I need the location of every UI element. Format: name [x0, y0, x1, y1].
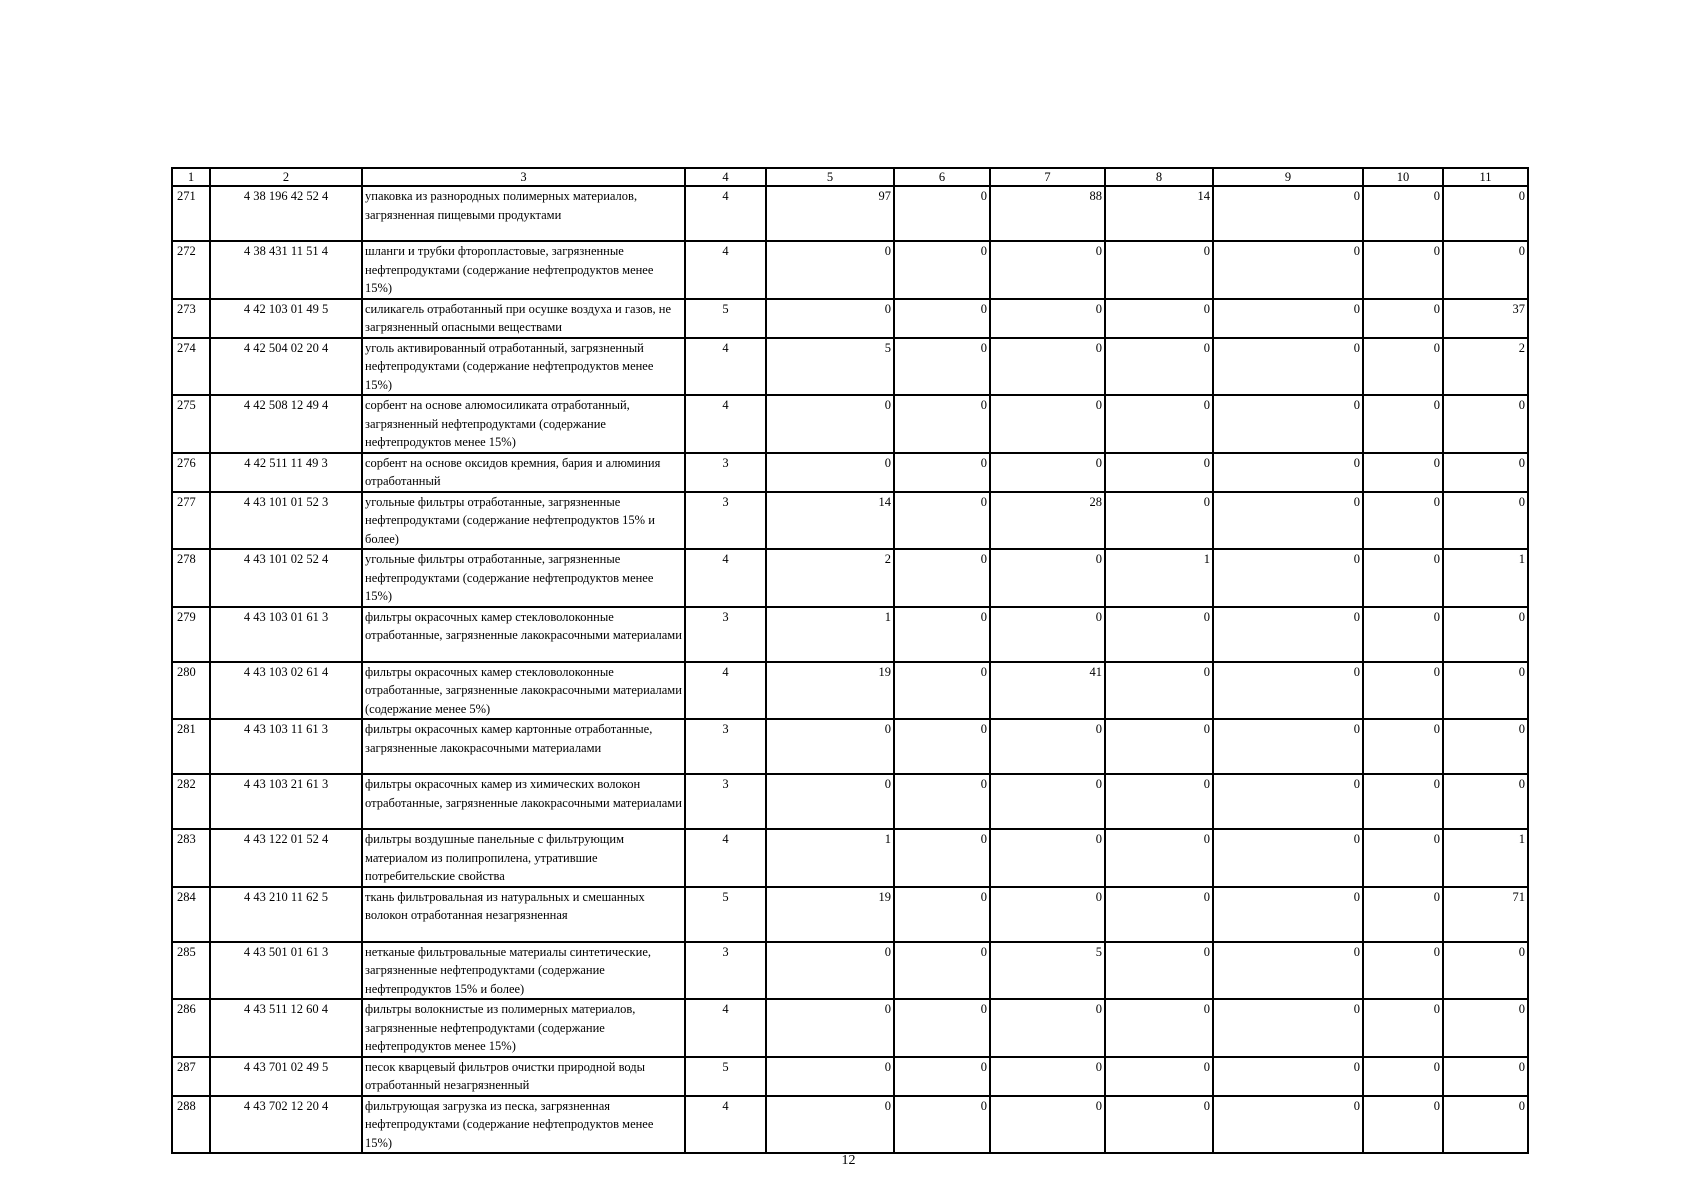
cell-col-11: 37 [1443, 299, 1528, 338]
waste-table [171, 167, 1529, 1154]
cell-waste-name: уголь активированный отработанный, загрязненный нефтепродуктами (содержание нефтепродуктов менее 15%) [362, 338, 685, 396]
cell-col-9: 0 [1213, 774, 1363, 829]
cell-col-5: 19 [766, 887, 894, 942]
cell-col-9: 0 [1213, 942, 1363, 1000]
cell-col-7: 0 [990, 241, 1105, 299]
cell-col-10: 0 [1363, 999, 1443, 1057]
cell-col-10: 0 [1363, 774, 1443, 829]
cell-col-6: 0 [894, 829, 990, 887]
page-number: 12 [841, 1153, 856, 1168]
column-header-3: 3 [362, 168, 685, 186]
cell-col-7: 5 [990, 942, 1105, 1000]
cell-col-11: 0 [1443, 662, 1528, 720]
cell-col-9: 0 [1213, 829, 1363, 887]
cell-col-10: 0 [1363, 186, 1443, 241]
cell-col-11: 0 [1443, 999, 1528, 1057]
cell-col-9: 0 [1213, 607, 1363, 662]
cell-col-7: 88 [990, 186, 1105, 241]
cell-waste-code: 4 42 508 12 49 4 [210, 395, 362, 453]
cell-row-number: 276 [172, 453, 210, 492]
column-header-8: 8 [1105, 168, 1213, 186]
cell-col-6: 0 [894, 492, 990, 550]
cell-col-9: 0 [1213, 395, 1363, 453]
cell-col-9: 0 [1213, 887, 1363, 942]
cell-col-7: 0 [990, 453, 1105, 492]
cell-col-6: 0 [894, 1096, 990, 1154]
cell-row-number: 286 [172, 999, 210, 1057]
cell-col-6: 0 [894, 395, 990, 453]
cell-waste-code: 4 43 122 01 52 4 [210, 829, 362, 887]
cell-col-7: 28 [990, 492, 1105, 550]
cell-row-number: 278 [172, 549, 210, 607]
table-row [172, 186, 1528, 241]
cell-col-10: 0 [1363, 1096, 1443, 1154]
cell-hazard-class: 3 [685, 492, 766, 550]
cell-col-11: 0 [1443, 719, 1528, 774]
cell-col-5: 0 [766, 1096, 894, 1154]
cell-waste-name: песок кварцевый фильтров очистки природной воды отработанный незагрязненный [362, 1057, 685, 1096]
cell-hazard-class: 5 [685, 1057, 766, 1096]
table-row [172, 662, 1528, 720]
cell-col-11: 0 [1443, 186, 1528, 241]
cell-waste-name: сорбент на основе алюмосиликата отработанный, загрязненный нефтепродуктами (содержание нефтепродуктов менее 15%) [362, 395, 685, 453]
cell-hazard-class: 5 [685, 887, 766, 942]
cell-col-7: 0 [990, 774, 1105, 829]
cell-col-6: 0 [894, 338, 990, 396]
cell-col-8: 0 [1105, 607, 1213, 662]
cell-col-6: 0 [894, 186, 990, 241]
cell-waste-name: фильтры окрасочных камер из химических волокон отработанные, загрязненные лакокрасочными материалами [362, 774, 685, 829]
cell-col-11: 0 [1443, 1057, 1528, 1096]
cell-col-9: 0 [1213, 186, 1363, 241]
cell-col-5: 0 [766, 999, 894, 1057]
cell-waste-name: угольные фильтры отработанные, загрязненные нефтепродуктами (содержание нефтепродуктов менее 15%) [362, 549, 685, 607]
cell-waste-code: 4 43 511 12 60 4 [210, 999, 362, 1057]
cell-col-6: 0 [894, 453, 990, 492]
cell-col-6: 0 [894, 1057, 990, 1096]
cell-col-8: 0 [1105, 338, 1213, 396]
cell-col-9: 0 [1213, 1096, 1363, 1154]
cell-col-10: 0 [1363, 241, 1443, 299]
cell-col-8: 0 [1105, 942, 1213, 1000]
cell-col-10: 0 [1363, 719, 1443, 774]
cell-col-6: 0 [894, 942, 990, 1000]
cell-col-9: 0 [1213, 662, 1363, 720]
cell-waste-code: 4 43 101 02 52 4 [210, 549, 362, 607]
table-row [172, 241, 1528, 299]
cell-col-9: 0 [1213, 453, 1363, 492]
cell-col-6: 0 [894, 549, 990, 607]
cell-col-6: 0 [894, 999, 990, 1057]
cell-waste-name: нетканые фильтровальные материалы синтетические, загрязненные нефтепродуктами (содержание нефтепродуктов 15% и более) [362, 942, 685, 1000]
cell-hazard-class: 4 [685, 662, 766, 720]
cell-col-11: 0 [1443, 395, 1528, 453]
cell-col-10: 0 [1363, 492, 1443, 550]
cell-col-11: 1 [1443, 829, 1528, 887]
cell-col-6: 0 [894, 607, 990, 662]
cell-col-9: 0 [1213, 999, 1363, 1057]
cell-col-5: 0 [766, 299, 894, 338]
cell-hazard-class: 3 [685, 607, 766, 662]
column-header-5: 5 [766, 168, 894, 186]
cell-col-10: 0 [1363, 887, 1443, 942]
table-row [172, 338, 1528, 396]
cell-col-7: 0 [990, 395, 1105, 453]
cell-col-7: 0 [990, 999, 1105, 1057]
cell-row-number: 287 [172, 1057, 210, 1096]
cell-col-11: 0 [1443, 492, 1528, 550]
cell-col-10: 0 [1363, 453, 1443, 492]
cell-row-number: 283 [172, 829, 210, 887]
cell-col-11: 1 [1443, 549, 1528, 607]
cell-col-7: 0 [990, 1057, 1105, 1096]
cell-col-10: 0 [1363, 942, 1443, 1000]
table-row [172, 1096, 1528, 1154]
table-row [172, 719, 1528, 774]
cell-hazard-class: 3 [685, 942, 766, 1000]
cell-waste-code: 4 43 702 12 20 4 [210, 1096, 362, 1154]
cell-waste-name: угольные фильтры отработанные, загрязненные нефтепродуктами (содержание нефтепродуктов 15% и более) [362, 492, 685, 550]
cell-col-5: 14 [766, 492, 894, 550]
cell-col-9: 0 [1213, 299, 1363, 338]
cell-col-7: 0 [990, 549, 1105, 607]
cell-col-11: 71 [1443, 887, 1528, 942]
cell-hazard-class: 4 [685, 395, 766, 453]
cell-col-5: 0 [766, 719, 894, 774]
cell-waste-code: 4 43 103 11 61 3 [210, 719, 362, 774]
cell-col-9: 0 [1213, 1057, 1363, 1096]
cell-hazard-class: 4 [685, 829, 766, 887]
cell-col-8: 0 [1105, 395, 1213, 453]
cell-col-8: 0 [1105, 774, 1213, 829]
cell-row-number: 271 [172, 186, 210, 241]
cell-col-10: 0 [1363, 549, 1443, 607]
cell-col-8: 0 [1105, 829, 1213, 887]
cell-col-8: 0 [1105, 719, 1213, 774]
cell-col-8: 1 [1105, 549, 1213, 607]
cell-waste-code: 4 43 101 01 52 3 [210, 492, 362, 550]
cell-col-11: 2 [1443, 338, 1528, 396]
cell-col-5: 2 [766, 549, 894, 607]
table-row [172, 549, 1528, 607]
cell-col-7: 0 [990, 887, 1105, 942]
header-row [172, 168, 1528, 186]
cell-row-number: 272 [172, 241, 210, 299]
cell-row-number: 279 [172, 607, 210, 662]
cell-row-number: 288 [172, 1096, 210, 1154]
cell-waste-name: силикагель отработанный при осушке воздуха и газов, не загрязненный опасными веществами [362, 299, 685, 338]
cell-hazard-class: 3 [685, 774, 766, 829]
cell-col-7: 0 [990, 299, 1105, 338]
cell-waste-code: 4 38 196 42 52 4 [210, 186, 362, 241]
cell-hazard-class: 4 [685, 241, 766, 299]
column-header-2: 2 [210, 168, 362, 186]
cell-waste-code: 4 42 504 02 20 4 [210, 338, 362, 396]
cell-row-number: 280 [172, 662, 210, 720]
cell-col-5: 0 [766, 453, 894, 492]
cell-col-10: 0 [1363, 338, 1443, 396]
column-header-7: 7 [990, 168, 1105, 186]
table-row [172, 887, 1528, 942]
cell-hazard-class: 4 [685, 338, 766, 396]
cell-col-10: 0 [1363, 1057, 1443, 1096]
cell-col-6: 0 [894, 241, 990, 299]
cell-waste-code: 4 43 103 21 61 3 [210, 774, 362, 829]
cell-col-8: 0 [1105, 241, 1213, 299]
column-header-9: 9 [1213, 168, 1363, 186]
cell-waste-code: 4 43 103 02 61 4 [210, 662, 362, 720]
table-row [172, 999, 1528, 1057]
cell-row-number: 275 [172, 395, 210, 453]
cell-waste-code: 4 38 431 11 51 4 [210, 241, 362, 299]
cell-col-9: 0 [1213, 338, 1363, 396]
table-row [172, 942, 1528, 1000]
cell-col-11: 0 [1443, 607, 1528, 662]
cell-waste-name: фильтры окрасочных камер стекловолоконные отработанные, загрязненные лакокрасочными материалами (содержание менее 5%) [362, 662, 685, 720]
cell-col-8: 0 [1105, 453, 1213, 492]
cell-col-8: 0 [1105, 1096, 1213, 1154]
cell-waste-name: фильтры волокнистые из полимерных материалов, загрязненные нефтепродуктами (содержание нефтепродуктов менее 15%) [362, 999, 685, 1057]
cell-hazard-class: 5 [685, 299, 766, 338]
cell-hazard-class: 4 [685, 186, 766, 241]
cell-row-number: 273 [172, 299, 210, 338]
cell-col-7: 0 [990, 338, 1105, 396]
cell-waste-name: фильтры воздушные панельные с фильтрующим материалом из полипропилена, утратившие потребительские свойства [362, 829, 685, 887]
cell-hazard-class: 4 [685, 1096, 766, 1154]
cell-col-7: 0 [990, 829, 1105, 887]
cell-col-9: 0 [1213, 241, 1363, 299]
column-header-1: 1 [172, 168, 210, 186]
cell-col-10: 0 [1363, 607, 1443, 662]
cell-col-8: 0 [1105, 662, 1213, 720]
cell-waste-name: упаковка из разнородных полимерных материалов, загрязненная пищевыми продуктами [362, 186, 685, 241]
cell-col-10: 0 [1363, 299, 1443, 338]
table-row [172, 607, 1528, 662]
cell-col-10: 0 [1363, 829, 1443, 887]
cell-col-6: 0 [894, 887, 990, 942]
cell-col-5: 0 [766, 395, 894, 453]
table-row [172, 492, 1528, 550]
cell-hazard-class: 4 [685, 999, 766, 1057]
cell-col-9: 0 [1213, 719, 1363, 774]
cell-waste-name: фильтры окрасочных камер картонные отработанные, загрязненные лакокрасочными материалами [362, 719, 685, 774]
cell-col-11: 0 [1443, 453, 1528, 492]
table-row [172, 774, 1528, 829]
table-row [172, 453, 1528, 492]
cell-row-number: 284 [172, 887, 210, 942]
cell-col-6: 0 [894, 662, 990, 720]
cell-col-8: 0 [1105, 1057, 1213, 1096]
table-body [172, 186, 1528, 1153]
cell-col-11: 0 [1443, 241, 1528, 299]
cell-col-8: 0 [1105, 299, 1213, 338]
table-row [172, 1057, 1528, 1096]
cell-waste-name: шланги и трубки фторопластовые, загрязненные нефтепродуктами (содержание нефтепродуктов менее 15%) [362, 241, 685, 299]
cell-col-8: 0 [1105, 492, 1213, 550]
table-row [172, 299, 1528, 338]
cell-hazard-class: 3 [685, 453, 766, 492]
cell-col-7: 41 [990, 662, 1105, 720]
cell-col-6: 0 [894, 774, 990, 829]
cell-col-7: 0 [990, 1096, 1105, 1154]
cell-hazard-class: 4 [685, 549, 766, 607]
cell-col-7: 0 [990, 607, 1105, 662]
cell-waste-name: фильтрующая загрузка из песка, загрязненная нефтепродуктами (содержание нефтепродуктов менее 15%) [362, 1096, 685, 1154]
cell-col-7: 0 [990, 719, 1105, 774]
table-header [172, 168, 1528, 186]
table-row [172, 829, 1528, 887]
cell-row-number: 285 [172, 942, 210, 1000]
cell-waste-code: 4 43 210 11 62 5 [210, 887, 362, 942]
cell-col-8: 0 [1105, 887, 1213, 942]
cell-col-5: 1 [766, 829, 894, 887]
table-row [172, 395, 1528, 453]
cell-col-5: 19 [766, 662, 894, 720]
cell-col-6: 0 [894, 719, 990, 774]
cell-waste-code: 4 42 103 01 49 5 [210, 299, 362, 338]
cell-col-11: 0 [1443, 1096, 1528, 1154]
cell-col-10: 0 [1363, 395, 1443, 453]
cell-col-5: 0 [766, 774, 894, 829]
cell-col-5: 97 [766, 186, 894, 241]
cell-waste-code: 4 43 501 01 61 3 [210, 942, 362, 1000]
cell-col-9: 0 [1213, 549, 1363, 607]
cell-waste-code: 4 43 701 02 49 5 [210, 1057, 362, 1096]
cell-row-number: 281 [172, 719, 210, 774]
cell-waste-name: фильтры окрасочных камер стекловолоконные отработанные, загрязненные лакокрасочными материалами [362, 607, 685, 662]
cell-col-5: 0 [766, 241, 894, 299]
column-header-6: 6 [894, 168, 990, 186]
column-header-11: 11 [1443, 168, 1528, 186]
cell-waste-name: ткань фильтровальная из натуральных и смешанных волокон отработанная незагрязненная [362, 887, 685, 942]
cell-waste-name: сорбент на основе оксидов кремния, бария и алюминия отработанный [362, 453, 685, 492]
cell-col-9: 0 [1213, 492, 1363, 550]
column-header-4: 4 [685, 168, 766, 186]
cell-row-number: 274 [172, 338, 210, 396]
cell-col-8: 0 [1105, 999, 1213, 1057]
cell-col-11: 0 [1443, 942, 1528, 1000]
cell-col-11: 0 [1443, 774, 1528, 829]
cell-col-10: 0 [1363, 662, 1443, 720]
cell-col-8: 14 [1105, 186, 1213, 241]
cell-hazard-class: 3 [685, 719, 766, 774]
cell-col-5: 5 [766, 338, 894, 396]
cell-row-number: 282 [172, 774, 210, 829]
cell-waste-code: 4 43 103 01 61 3 [210, 607, 362, 662]
cell-col-6: 0 [894, 299, 990, 338]
cell-col-5: 0 [766, 942, 894, 1000]
cell-waste-code: 4 42 511 11 49 3 [210, 453, 362, 492]
cell-col-5: 0 [766, 1057, 894, 1096]
cell-col-5: 1 [766, 607, 894, 662]
column-header-10: 10 [1363, 168, 1443, 186]
cell-row-number: 277 [172, 492, 210, 550]
